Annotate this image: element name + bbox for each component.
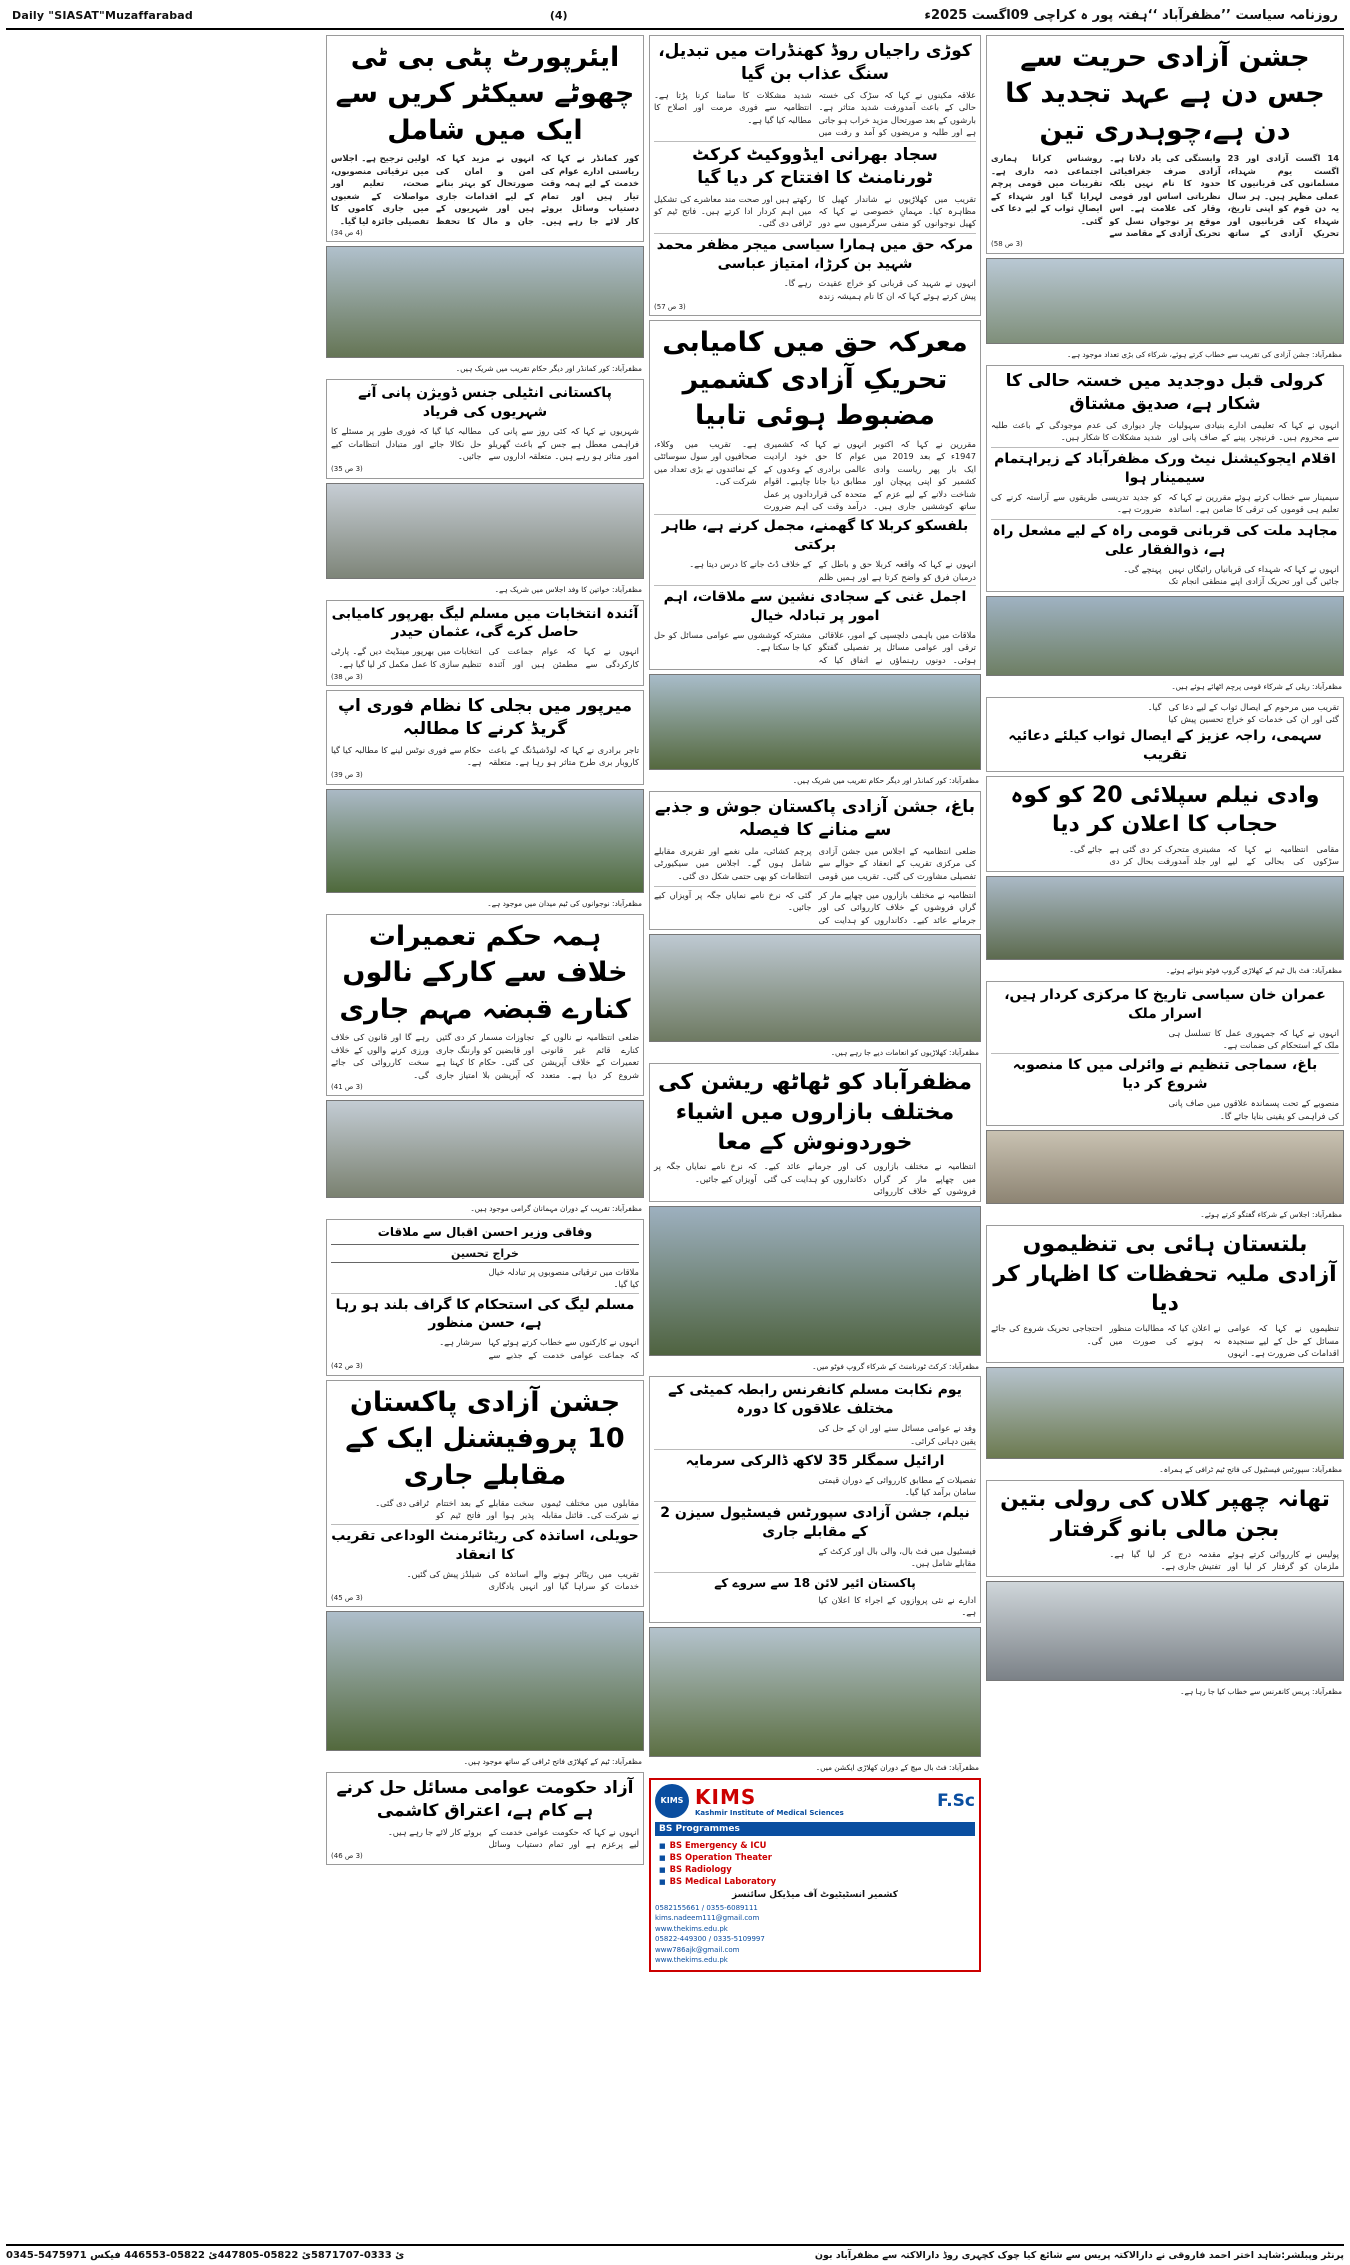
headline: نیلم، جشن آزادی سپورٹس فیسٹیول سیزن 2 کے مقابلے جاری xyxy=(660,1504,970,1540)
footer-phone-numbers: 0345-5475971 ئ 0333-5871707ئ 05822-447805ئ 05822-446553 فیکس xyxy=(6,2250,405,2261)
article-body: 14 اگست آزادی اور 23 اگست یوم شہداء، مسلمانوں کی قربانیوں کا عملی مظہر ہیں۔ ہر سال یہ دن قوم کو اپنی تاریخ، شہداء کی قربانیوں اور تحریکِ آزادی کے ساتھ وابستگی کی یاد دلاتا ہے۔ آزادی صرف جغرافیائی حدود کا نام نہیں بلکہ نظریاتی اساس اور قومی وقار کی علامت ہے۔ اس موقع پر نوجوان نسل کو تحریک آزادی کے مقاصد سے روشناس کرانا ہماری اجتماعی ذمہ داری ہے۔ تقریبات میں قومی پرچم لہرایا گیا اور شہداء کے ایصالِ ثواب کے لیے دعا کی گئی۔ xyxy=(991,153,1339,238)
ad-contact[interactable]: kims.nadeem111@gmail.com xyxy=(655,1914,760,1923)
headline: یوم نکابت مسلم کانفرنس رابطہ کمیٹی کے مختلف علاقوں کا دورہ xyxy=(668,1382,962,1418)
headline: کرولی قبل دوجدید میں خستہ حالی کا شکار ہے، صدیق مشتاق xyxy=(1005,370,1325,414)
headline: پاکستان ائیر لائن 18 سے سروے کے xyxy=(714,1575,916,1590)
headline: وادی نیلم سپلائی 20 کو کوہ حجاب کا اعلان کر دیا xyxy=(1010,782,1320,838)
headline: آزاد حکومت عوامی مسائل حل کرنے ہے کام ہے، اعتراق کاشمی xyxy=(336,1777,634,1821)
photo-orange-team xyxy=(326,1611,644,1751)
article-baltistan xyxy=(986,1225,1344,1363)
column-center-left xyxy=(326,35,644,2215)
photo-rally xyxy=(986,596,1344,676)
page-footer xyxy=(6,2244,1344,2261)
photo-women-delegation xyxy=(326,483,644,579)
article-tag: (3 ص 42) xyxy=(331,1362,363,1371)
article-body: علاقہ مکینوں نے کہا کہ سڑک کی خستہ حالی کے باعث آمدورفت شدید متاثر ہے۔ بارشوں کے بعد صورتحال مزید خراب ہو جاتی ہے اور طلبہ و مریضوں کو آمد و رفت میں شدید مشکلات کا سامنا کرنا پڑتا ہے۔ انتظامیہ سے فوری مرمت اور اصلاح کا مطالبہ کیا گیا ہے۔ xyxy=(654,89,976,138)
photo-meeting-indoor xyxy=(986,1130,1344,1204)
ad-brand: KIMS xyxy=(695,1784,757,1809)
photo-caption: مظفرآباد: اجلاس کے شرکاء گفتگو کرتے ہوئے۔ xyxy=(1200,1210,1342,1220)
photo-caption: مظفرآباد: پریس کانفرنس سے خطاب کیا جا رہا ہے۔ xyxy=(1180,1686,1342,1696)
masthead-right-title: روزنامہ سیاست ’’مظفرآباد ‘‘ہفتہ پور ہ کراچی 09اگست 2025ء xyxy=(924,7,1338,23)
list-item: ■ BS Radiology xyxy=(659,1863,975,1875)
article-body: انہوں نے کہا کہ جمہوری عمل کا تسلسل ہی ملک کے استحکام کی ضمانت ہے۔ xyxy=(1168,1027,1339,1051)
photo-rally-flags xyxy=(649,674,981,770)
article-body: ملاقات میں باہمی دلچسپی کے امور، علاقائی ترقی اور عوامی مسائل پر تفصیلی گفتگو ہوئی۔ دونوں رہنماؤں نے اتفاق کیا کہ مشترکہ کوششوں سے عوامی مسائل کو حل کیا جا سکتا ہے۔ xyxy=(654,629,976,665)
masthead-left-title: Daily "SIASAT"Muzaffarabad xyxy=(12,8,193,22)
headline: میرپور میں بجلی کا نظام فوری اپ گریڈ کرنے کا مطالبہ xyxy=(337,696,633,740)
article-muslim-league xyxy=(326,600,644,687)
article-body: انہوں نے کہا کہ شہداء کی قربانیاں رائیگاں نہیں جائیں گی اور تحریک آزادی اپنے منطقی انجام تک پہنچے گی۔ xyxy=(1123,564,1339,587)
headline: اجمل غنی کے سجادی نشین سے ملاقات، اہم امور پر تبادلہ خیال xyxy=(663,589,967,624)
ad-contact: 0582155661 / 0355-6089111 xyxy=(655,1903,758,1912)
headline: وفاقی وزیر احسن اقبال سے ملاقات xyxy=(377,1225,593,1240)
ad-contact: 05822-449300 / 0335-5109997 xyxy=(655,1935,765,1944)
photo-cricket-team-red xyxy=(649,1627,981,1757)
article-airport-sector xyxy=(326,35,644,242)
article-maarka-e-haq xyxy=(649,320,981,670)
ad-contact[interactable]: www.thekims.edu.pk xyxy=(655,1956,728,1965)
article-body: انتظامیہ نے مختلف بازاروں میں چھاپے مار کر گراں فروشوں کے خلاف کارروائی کی اور جرمانے عائد کیے۔ دکانداروں کو ہدایت کی گئی کہ نرخ نامے نمایاں جگہ پر آویزاں کیے جائیں۔ xyxy=(654,889,976,925)
photo-caption: مظفرآباد: کھلاڑیوں کو انعامات دیے جا رہے ہیں۔ xyxy=(830,1048,979,1058)
footer-imprint: پرنٹر وپبلشر:شاہد اختر احمد فاروقی نے دارالاکتہ پریس سے شائع کیا چوک کچہری روڈ دارالاکتہ سے مظفرآباد بون xyxy=(814,2250,1344,2261)
photo-caption: مظفرآباد: جشن آزادی کی تقریب سے خطاب کرتے ہوئے، شرکاء کی بڑی تعداد موجود ہے۔ xyxy=(1067,349,1342,359)
headline: ارائیل سمگلر 35 لاکھ ڈالرکی سرمایہ xyxy=(685,1453,945,1470)
photo-caption: مظفرآباد: فٹ بال ٹیم کے کھلاڑی گروپ فوٹو بنواتے ہوئے۔ xyxy=(1165,965,1342,975)
article-tag: (3 ص 35) xyxy=(331,465,363,474)
photo-caption: مظفرآباد: کور کمانڈر اور دیگر حکام تقریب میں شریک ہیں۔ xyxy=(792,776,979,786)
photo-press-conference xyxy=(986,1581,1344,1681)
article-jashn-azadi xyxy=(986,35,1344,254)
article-body: سیمینار سے خطاب کرتے ہوئے مقررین نے کہا کہ تعلیم ہی قوموں کی ترقی کا ضامن ہے۔ اساتذہ کو جدید تدریسی طریقوں سے آراستہ کرنے کی ضرورت ہے۔ xyxy=(991,491,1339,515)
article-tag: (3 ص 58) xyxy=(991,240,1023,249)
photo-sports-yellow-team xyxy=(986,1367,1344,1459)
ad-brand-sub: Kashmir Institute of Medical Sciences xyxy=(695,1808,844,1817)
article-wadi-neelum xyxy=(986,776,1344,872)
headline: مجاہد ملت کی قربانی قومی راہ کے لیے مشعل راہ ہے، ذوالفقار علی xyxy=(992,523,1338,559)
article-body: منصوبے کے تحت پسماندہ علاقوں میں صاف پانی کی فراہمی کو یقینی بنایا جائے گا۔ xyxy=(1168,1098,1339,1121)
ad-contact[interactable]: www.thekims.edu.pk xyxy=(655,1924,728,1933)
article-azad-govt xyxy=(326,1772,644,1865)
article-body: تفصیلات کے مطابق کارروائی کے دوران قیمتی سامان برآمد کیا گیا۔ xyxy=(818,1475,976,1498)
headline: ہمہ حکم تعمیرات خلاف سے کارکے نالوں کنارے قبضہ مہم جاری xyxy=(339,920,631,1025)
headline: سہمی، راجہ عزیز کے ایصال ثواب کیلئے دعائیہ تقریب xyxy=(1008,727,1322,763)
photo-team-group xyxy=(986,876,1344,960)
ad-program-list xyxy=(655,1839,975,1887)
article-tag: (3 ص 45) xyxy=(331,1593,363,1602)
photo-officials-group xyxy=(326,246,644,358)
photo-jashn-azadi-event xyxy=(986,258,1344,344)
article-thana-chhapar xyxy=(986,1480,1344,1576)
article-body: تقریب میں کھلاڑیوں نے شاندار کھیل کا مظاہرہ کیا۔ مہمانِ خصوصی نے کہا کہ کھیل نوجوانوں کو منفی سرگرمیوں سے دور رکھتے ہیں اور صحت مند معاشرے کی تشکیل میں اہم کردار ادا کرتے ہیں۔ فاتح ٹیم کو ٹرافی دی گئی۔ xyxy=(654,193,976,229)
column-center-right xyxy=(649,35,981,2215)
headline: معرکہ حق میں کامیابی تحریکِ آزادی کشمیر مضبوط ہوئی تابیا xyxy=(662,327,968,432)
list-item: ■ BS Emergency & ICU xyxy=(659,1839,975,1851)
article-body: انہوں نے کہا کہ حکومت عوامی خدمت کے لیے پرعزم ہے اور تمام دستیاب وسائل بروئے کار لائے جا رہے ہیں۔ xyxy=(387,1826,639,1850)
article-tag: (3 ص 57) xyxy=(654,302,686,311)
photo-football-players xyxy=(326,789,644,893)
article-mirpur-electricity xyxy=(326,690,644,785)
photo-caption: مظفرآباد: نوجوانوں کی ٹیم میدان میں موجود ہے۔ xyxy=(487,898,642,908)
article-body: ادارے نے نئی پروازوں کے اجراء کا اعلان کیا ہے۔ xyxy=(818,1594,976,1618)
headline: جشن آزادی پاکستان 10 پروفیشنل ایک کے مقابلے جاری xyxy=(345,1386,625,1491)
article-tag: (4 ص 34) xyxy=(331,228,363,237)
article-body: وفد نے عوامی مسائل سنے اور ان کے حل کی یقین دہانی کرائی۔ xyxy=(818,1423,976,1446)
headline: بلتستان ہائی بی تنظیموں آزادی ملیہ تحفظات کا اظہار کر دیا xyxy=(993,1232,1337,1317)
article-body: انہوں نے شہید کی قربانی کو خراج عقیدت پیش کرتے ہوئے کہا کہ ان کا نام ہمیشہ زندہ رہے گا۔ xyxy=(783,278,976,301)
photo-big-group-team xyxy=(649,1206,981,1356)
photo-caption: مظفرآباد: فٹ بال میچ کے دوران کھلاڑی ایکشن میں۔ xyxy=(815,1762,979,1772)
headline: آئندہ انتخابات میں مسلم لیگ بھرپور کامیابی حاصل کرے گی، عثمان حیدر xyxy=(331,605,639,641)
article-water-supply xyxy=(326,379,644,478)
article-body: انہوں نے کارکنوں سے خطاب کرتے ہوئے کہا کہ جماعت عوامی خدمت کے جذبے سے سرشار ہے۔ xyxy=(439,1337,639,1360)
article-youm-nikabat xyxy=(649,1376,981,1622)
article-body: انتظامیہ نے مختلف بازاروں میں چھاپے مار کر گراں فروشوں کے خلاف کارروائی کی اور جرمانے عائد کیے۔ دکانداروں کو ہدایت کی گئی کہ نرخ نامے نمایاں جگہ پر آویزاں کیے جائیں۔ xyxy=(654,1161,976,1197)
article-body: شہریوں نے کہا کہ کئی روز سے پانی کی فراہمی معطل ہے جس کے باعث گھریلو امور متاثر ہو رہے ہیں۔ متعلقہ اداروں سے مطالبہ کیا گیا کہ فوری طور پر مسئلے کا حل نکالا جائے اور متبادل انتظامات کیے جائیں۔ xyxy=(331,426,639,462)
article-body: انہوں نے کہا کہ واقعہ کربلا حق و باطل کے درمیان فرق کو واضح کرتا ہے اور ہمیں ظلم کے خلاف ڈٹ جانے کا درس دیتا ہے۔ xyxy=(689,559,976,582)
article-body: تنظیموں نے کہا کہ عوامی مسائل کے حل کے لیے سنجیدہ اقدامات کی ضرورت ہے۔ انہوں نے اعلان کیا کہ مطالبات منظور نہ ہونے کی صورت میں احتجاجی تحریک شروع کی جائے گی۔ xyxy=(991,1323,1339,1359)
ad-contact[interactable]: www786ajk@gmail.com xyxy=(655,1945,740,1954)
kims-logo-icon: KIMS xyxy=(655,1784,689,1818)
headline: تھانہ چھپر کلاں کی رولی بتین بجن مالی بانو گرفتار xyxy=(1000,1487,1330,1543)
article-body: کور کمانڈر نے کہا کہ ریاستی ادارے عوام کی خدمت کے لیے ہمہ وقت تیار ہیں اور تمام دستیاب وسائل بروئے کار لائے جا رہے ہیں۔ انہوں نے مزید کہا کہ امن و امان کی صورتحال کو بہتر بنانے کے لیے اقدامات جاری ہیں اور شہریوں کے جان و مال کا تحفظ اولین ترجیح ہے۔ اجلاس میں ترقیاتی منصوبوں، صحت، تعلیم اور مواصلات کے شعبوں میں جاری کاموں کا تفصیلی جائزہ لیا گیا۔ xyxy=(331,153,639,226)
photo-caption: مظفرآباد: ریلی کے شرکاء قومی پرچم اٹھائے ہوئے ہیں۔ xyxy=(1171,681,1342,691)
ad-programs-title: BS Programmes xyxy=(655,1822,975,1836)
column-right xyxy=(986,35,1344,2215)
masthead xyxy=(6,4,1344,30)
kims-advertisement[interactable] xyxy=(649,1778,981,1972)
headline: عمران خان سیاسی تاریخ کا مرکزی کردار ہیں، اسرار ملک xyxy=(1004,986,1326,1022)
article-body: پولیس نے کارروائی کرتے ہوئے ملزمان کو گرفتار کر لیا اور مقدمہ درج کر لیا گیا ہے۔ تفتیش جاری ہے۔ xyxy=(1109,1548,1339,1572)
headline: حویلی، اساتذہ کی ریٹائرمنٹ الوداعی تقریب کا انعقاد xyxy=(331,1527,639,1563)
photo-caption: مظفرآباد: خواتین کا وفد اجلاس میں شریک ہے۔ xyxy=(494,584,642,594)
article-road-khandarat xyxy=(649,35,981,316)
ad-eligibility: F.Sc xyxy=(937,1790,975,1811)
photo-caption: مظفرآباد: کور کمانڈر اور دیگر حکام تقریب میں شریک ہیں۔ xyxy=(455,364,642,374)
ad-institute-line: کشمیر انسٹیٹیوٹ آف میڈیکل سائنسز xyxy=(732,1889,898,1900)
headline: ایئرپورٹ پٹی بی ٹی چھوٹے سیکٹر کریں سے ایک میں شامل xyxy=(335,42,635,146)
article-body: ضلعی انتظامیہ کے اجلاس میں جشن آزادی کی مرکزی تقریب کے انعقاد کے حوالے سے تفصیلی مشاورت کی گئی۔ تقریب میں قومی پرچم کشائی، ملی نغمے اور تقریری مقابلے شامل ہوں گے۔ اجلاس میں سیکیورٹی انتظامات کو بھی حتمی شکل دی گئی۔ xyxy=(654,846,976,881)
headline: اقلام ایجوکیشنل نیٹ ورک مظفرآباد کے زیراہتمام سیمینار ہوا xyxy=(994,451,1336,486)
article-body: ضلعی انتظامیہ نے نالوں کے کنارے قائم غیر قانونی تعمیرات کے خلاف آپریشن شروع کر دیا ہے۔ متعدد تجاوزات مسمار کر دی گئیں اور قابضین کو وارننگ جاری کی گئی۔ حکام کا کہنا ہے کہ آپریشن بلا امتیاز جاری رہے گا اور قانون کی خلاف ورزی کرنے والوں کے خلاف سخت کارروائی کی جائے گی۔ xyxy=(331,1032,639,1080)
headline: کوڑی راجیاں روڈ کھنڈرات میں تبدیل، سنگ عذاب بن گیا xyxy=(658,41,972,84)
article-body: مقررین نے کہا کہ اکتوبر 1947ء کے بعد 2019 میں ایک بار پھر ریاست وادی کشمیر کو اپنی پہچان اور شناخت دلانے کے لیے عزم کے ساتھ کوششیں جاری ہیں۔ انہوں نے کہا کہ کشمیری عوام کا حق خود ارادیت عالمی برادری کے وعدوں کے مطابق دیا جانا چاہیے۔ اقوام متحدہ کی قراردادوں پر عمل درآمد وقت کی اہم ضرورت ہے۔ تقریب میں وکلاء، صحافیوں اور سول سوسائٹی کے نمائندوں نے بڑی تعداد میں شرکت کی۔ xyxy=(654,438,976,511)
page-columns xyxy=(6,35,1344,2215)
headline: جشن آزادی حریت سے جس دن ہے عہد تجدید کا دن ہے،چوہدری تین xyxy=(1005,42,1325,146)
article-body: فیسٹیول میں فٹ بال، والی بال اور کرکٹ کے مقابلے شامل ہیں۔ xyxy=(818,1545,976,1569)
photo-caption: مظفرآباد: تقریب کے دوران مہمانان گرامی موجود ہیں۔ xyxy=(470,1204,642,1214)
article-muzaffarabad-bazaar xyxy=(649,1063,981,1201)
headline: باغ، جشن آزادی پاکستان جوش و جذبے سے منانے کا فیصلہ xyxy=(654,797,976,841)
article-tag: (3 ص 46) xyxy=(331,1851,363,1860)
list-item: ■ BS Operation Theater xyxy=(659,1851,975,1863)
headline: بلفسکو کربلا کا گھمنے، مجمل کرنے ہے، طاہر برکتی xyxy=(661,518,969,554)
sub-headline: خراج تحسین xyxy=(331,1244,639,1263)
article-body: تقریب میں ریٹائر ہونے والے اساتذہ کی خدمات کو سراہا گیا اور انہیں یادگاری شیلڈز پیش کی گئیں۔ xyxy=(406,1568,639,1592)
article-body: مقابلوں میں مختلف ٹیموں نے شرکت کی۔ فائنل مقابلہ سخت مقابلے کے بعد اختتام پذیر ہوا اور فاتح ٹیم کو ٹرافی دی گئی۔ xyxy=(375,1497,639,1521)
article-body: تاجر برادری نے کہا کہ لوڈشیڈنگ کے باعث کاروبار بری طرح متاثر ہو رہا ہے۔ متعلقہ حکام سے فوری نوٹس لینے کا مطالبہ کیا گیا ہے۔ xyxy=(331,745,639,768)
article-body: ملاقات میں ترقیاتی منصوبوں پر تبادلہ خیال کیا گیا۔ xyxy=(488,1266,639,1290)
headline: مظفرآباد کو ٹھاٹھ ریشن کی مختلف بازاروں میں اشیاء خوردونوش کے معا xyxy=(658,1070,972,1155)
article-body: تقریب میں مرحوم کے ایصال ثواب کے لیے دعا کی گئی اور ان کی خدمات کو خراج تحسین پیش کیا گیا۔ xyxy=(1147,701,1339,725)
article-karoli xyxy=(986,365,1344,592)
article-short-notes xyxy=(986,697,1344,772)
headline: باغ، سماجی تنظیم نے وائرلی میں کا منصوبہ شروع کر دیا xyxy=(1012,1057,1318,1093)
photo-caption: مظفرآباد: سپورٹس فیسٹیول کی فاتح ٹیم ٹرافی کے ہمراہ۔ xyxy=(1159,1465,1342,1475)
photo-award-ceremony xyxy=(649,934,981,1042)
article-body: مقامی انتظامیہ نے کہا کہ سڑکوں کی بحالی کے لیے مشینری متحرک کر دی گئی ہے اور جلد آمدورفت بحال کر دی جائے گی۔ xyxy=(1069,843,1339,867)
photo-caption: مظفرآباد: کرکٹ ٹورنامنٹ کے شرکاء گروپ فوٹو میں۔ xyxy=(812,1361,979,1371)
headline: پاکستانی انٹیلی جنس ڈویژن پانی آنے شہریوں کی فریاد xyxy=(358,385,612,421)
article-tag: (3 ص 39) xyxy=(331,771,363,780)
article-imran-khan xyxy=(986,981,1344,1126)
article-bagh-jashn xyxy=(649,791,981,930)
article-illegal-construction xyxy=(326,914,644,1097)
article-body: انہوں نے کہا کہ تعلیمی ادارے بنیادی سہولیات سے محروم ہیں۔ فرنیچر، پینے کے صاف پانی اور چار دیواری کی عدم موجودگی کے باعث طلبہ شدید مشکلات کا شکار ہیں۔ xyxy=(991,419,1339,443)
article-jashn-azadi-football xyxy=(326,1380,644,1607)
headline: مسلم لیگ کی استحکام کا گراف بلند ہو رہا ہے، حسن منظور xyxy=(335,1296,635,1332)
photo-caption: مظفرآباد: ٹیم کے کھلاڑی فاتح ٹرافی کے ساتھ موجود ہیں۔ xyxy=(463,1757,642,1766)
article-tag: (3 ص 38) xyxy=(331,672,363,681)
headline: سجاد بھرانی ایڈووکیٹ کرکٹ ٹورنامنٹ کا افتتاح کر دیا گیا xyxy=(692,144,938,188)
article-tag: (3 ص 41) xyxy=(331,1082,363,1091)
article-body: انہوں نے کہا کہ عوام جماعت کی کارکردگی سے مطمئن ہیں اور آئندہ انتخابات میں بھرپور مینڈیٹ دیں گے۔ پارٹی تنظیم سازی کا عمل مکمل کر لیا گیا ہے۔ xyxy=(331,646,639,669)
list-item: ■ BS Medical Laboratory xyxy=(659,1875,975,1887)
article-federal-minister xyxy=(326,1219,644,1375)
photo-ceremony-handover xyxy=(326,1100,644,1198)
headline: مرکہ حق میں ہمارا سیاسی میجر مظفر محمد شہید بن کرڑا، امتیاز عباسی xyxy=(656,237,974,273)
page-number: (4) xyxy=(549,8,568,22)
